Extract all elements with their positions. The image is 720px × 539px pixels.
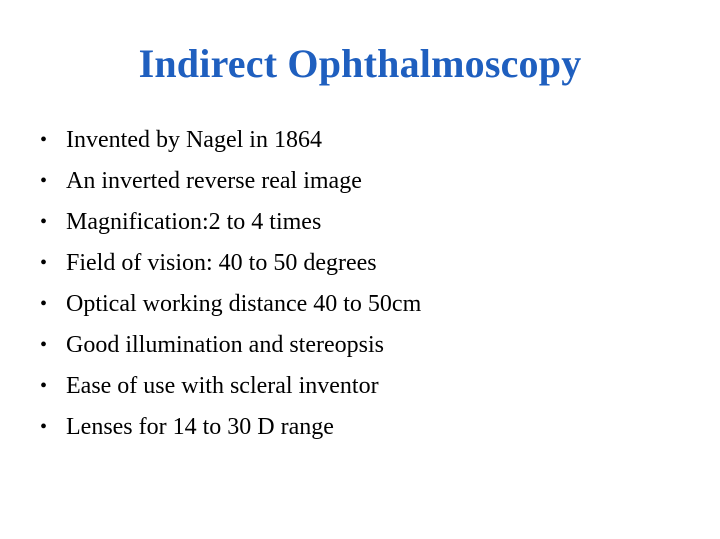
bullet-icon: • [40,375,48,397]
list-item-label: Optical working distance 40 to 50cm [66,291,422,317]
list-item [36,249,696,277]
list-item [36,208,696,236]
list-item-label: Lenses for 14 to 30 D range [66,414,334,440]
bullet-icon: • [40,252,48,274]
bullet-icon: • [40,334,48,356]
list-item-label: Ease of use with scleral inventor [66,373,379,399]
list-item [36,167,696,195]
list-item [36,372,696,400]
bullet-icon: • [40,211,48,233]
list-item-label: Field of vision: 40 to 50 degrees [66,250,377,276]
list-item [36,413,696,441]
list-item [36,290,696,318]
bullet-icon: • [40,129,48,151]
list-item-label: An inverted reverse real image [66,168,362,194]
list-item [36,331,696,359]
page-title: Indirect Ophthalmoscopy [138,41,582,86]
list-item-label: Good illumination and stereopsis [66,332,384,358]
list-item [36,126,696,154]
bullet-icon: • [40,416,48,438]
bullet-icon: • [40,170,48,192]
list-item-label: Magnification:2 to 4 times [66,209,322,235]
bullet-list [36,126,696,454]
bullet-icon: • [40,293,48,315]
list-item-label: Invented by Nagel in 1864 [66,127,322,153]
